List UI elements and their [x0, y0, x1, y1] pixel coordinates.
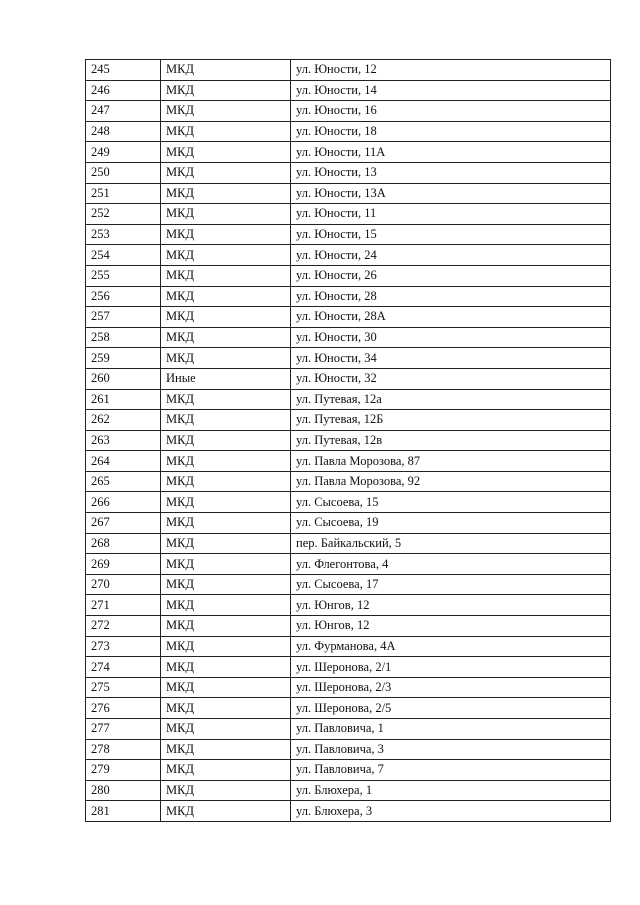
table-row: [86, 224, 611, 245]
table-row: [86, 162, 611, 183]
address-cell: ул. Юности, 15: [291, 224, 611, 245]
object-type-cell: МКД: [161, 760, 291, 781]
address-cell: ул. Павловича, 1: [291, 719, 611, 740]
object-type-cell: МКД: [161, 245, 291, 266]
address-cell: ул. Павловича, 7: [291, 760, 611, 781]
row-number-cell: 280: [86, 780, 161, 801]
object-type-cell: МКД: [161, 121, 291, 142]
row-number-cell: 257: [86, 307, 161, 328]
row-number-cell: 255: [86, 265, 161, 286]
table-row: [86, 657, 611, 678]
row-number-cell: 271: [86, 595, 161, 616]
table-row: [86, 389, 611, 410]
address-cell: ул. Юности, 28А: [291, 307, 611, 328]
object-type-cell: МКД: [161, 224, 291, 245]
object-type-cell: МКД: [161, 492, 291, 513]
row-number-cell: 261: [86, 389, 161, 410]
address-cell: ул. Путевая, 12Б: [291, 410, 611, 431]
row-number-cell: 249: [86, 142, 161, 163]
row-number-cell: 272: [86, 616, 161, 637]
row-number-cell: 263: [86, 430, 161, 451]
table-row: [86, 101, 611, 122]
row-number-cell: 274: [86, 657, 161, 678]
object-type-cell: МКД: [161, 636, 291, 657]
table-row: [86, 780, 611, 801]
row-number-cell: 250: [86, 162, 161, 183]
table-row: [86, 616, 611, 637]
address-cell: ул. Юности, 18: [291, 121, 611, 142]
object-type-cell: МКД: [161, 389, 291, 410]
table-row: [86, 307, 611, 328]
address-cell: ул. Путевая, 12а: [291, 389, 611, 410]
table-row: [86, 801, 611, 822]
table-row: [86, 492, 611, 513]
object-type-cell: МКД: [161, 60, 291, 81]
row-number-cell: 270: [86, 574, 161, 595]
address-cell: ул. Юнгов, 12: [291, 616, 611, 637]
row-number-cell: 278: [86, 739, 161, 760]
table-row: [86, 513, 611, 534]
address-cell: ул. Путевая, 12в: [291, 430, 611, 451]
table-row: [86, 286, 611, 307]
table-row: [86, 677, 611, 698]
address-cell: ул. Блюхера, 1: [291, 780, 611, 801]
object-type-cell: МКД: [161, 574, 291, 595]
address-table: [85, 59, 611, 822]
address-cell: ул. Сысоева, 17: [291, 574, 611, 595]
address-cell: ул. Юности, 11А: [291, 142, 611, 163]
row-number-cell: 254: [86, 245, 161, 266]
object-type-cell: МКД: [161, 513, 291, 534]
address-cell: ул. Юности, 13А: [291, 183, 611, 204]
row-number-cell: 262: [86, 410, 161, 431]
object-type-cell: Иные: [161, 368, 291, 389]
object-type-cell: МКД: [161, 595, 291, 616]
object-type-cell: МКД: [161, 307, 291, 328]
row-number-cell: 253: [86, 224, 161, 245]
row-number-cell: 252: [86, 204, 161, 225]
table-row: [86, 410, 611, 431]
row-number-cell: 248: [86, 121, 161, 142]
object-type-cell: МКД: [161, 471, 291, 492]
table-row: [86, 595, 611, 616]
address-cell: ул. Юности, 14: [291, 80, 611, 101]
address-cell: ул. Павловича, 3: [291, 739, 611, 760]
row-number-cell: 247: [86, 101, 161, 122]
address-cell: ул. Юности, 28: [291, 286, 611, 307]
address-cell: ул. Юности, 34: [291, 348, 611, 369]
table-row: [86, 533, 611, 554]
row-number-cell: 267: [86, 513, 161, 534]
table-row: [86, 142, 611, 163]
address-cell: ул. Сысоева, 15: [291, 492, 611, 513]
table-row: [86, 471, 611, 492]
row-number-cell: 246: [86, 80, 161, 101]
table-row: [86, 760, 611, 781]
row-number-cell: 277: [86, 719, 161, 740]
table-row: [86, 348, 611, 369]
table-row: [86, 574, 611, 595]
address-cell: ул. Юности, 32: [291, 368, 611, 389]
object-type-cell: МКД: [161, 657, 291, 678]
row-number-cell: 269: [86, 554, 161, 575]
address-cell: ул. Павла Морозова, 92: [291, 471, 611, 492]
table-row: [86, 451, 611, 472]
object-type-cell: МКД: [161, 265, 291, 286]
table-row: [86, 60, 611, 81]
address-cell: ул. Фурманова, 4А: [291, 636, 611, 657]
object-type-cell: МКД: [161, 801, 291, 822]
object-type-cell: МКД: [161, 677, 291, 698]
row-number-cell: 266: [86, 492, 161, 513]
table-body: [86, 60, 611, 822]
address-cell: ул. Сысоева, 19: [291, 513, 611, 534]
row-number-cell: 264: [86, 451, 161, 472]
address-cell: ул. Шеронова, 2/5: [291, 698, 611, 719]
object-type-cell: МКД: [161, 430, 291, 451]
row-number-cell: 268: [86, 533, 161, 554]
address-cell: ул. Юности, 12: [291, 60, 611, 81]
object-type-cell: МКД: [161, 162, 291, 183]
table-row: [86, 204, 611, 225]
address-cell: ул. Юности, 16: [291, 101, 611, 122]
address-cell: ул. Юности, 24: [291, 245, 611, 266]
table-row: [86, 554, 611, 575]
address-cell: ул. Юности, 13: [291, 162, 611, 183]
row-number-cell: 265: [86, 471, 161, 492]
address-cell: пер. Байкальский, 5: [291, 533, 611, 554]
row-number-cell: 245: [86, 60, 161, 81]
table-row: [86, 80, 611, 101]
object-type-cell: МКД: [161, 286, 291, 307]
object-type-cell: МКД: [161, 183, 291, 204]
row-number-cell: 251: [86, 183, 161, 204]
table-row: [86, 430, 611, 451]
table-row: [86, 327, 611, 348]
row-number-cell: 260: [86, 368, 161, 389]
object-type-cell: МКД: [161, 101, 291, 122]
table-row: [86, 265, 611, 286]
table-row: [86, 121, 611, 142]
address-cell: ул. Юнгов, 12: [291, 595, 611, 616]
object-type-cell: МКД: [161, 204, 291, 225]
table-row: [86, 698, 611, 719]
row-number-cell: 276: [86, 698, 161, 719]
row-number-cell: 273: [86, 636, 161, 657]
object-type-cell: МКД: [161, 348, 291, 369]
row-number-cell: 259: [86, 348, 161, 369]
table-row: [86, 739, 611, 760]
table-row: [86, 719, 611, 740]
table-row: [86, 636, 611, 657]
object-type-cell: МКД: [161, 410, 291, 431]
object-type-cell: МКД: [161, 719, 291, 740]
object-type-cell: МКД: [161, 739, 291, 760]
row-number-cell: 281: [86, 801, 161, 822]
address-cell: ул. Флегонтова, 4: [291, 554, 611, 575]
address-cell: ул. Юности, 26: [291, 265, 611, 286]
object-type-cell: МКД: [161, 80, 291, 101]
row-number-cell: 275: [86, 677, 161, 698]
object-type-cell: МКД: [161, 533, 291, 554]
address-cell: ул. Блюхера, 3: [291, 801, 611, 822]
object-type-cell: МКД: [161, 780, 291, 801]
table-row: [86, 368, 611, 389]
table-row: [86, 183, 611, 204]
object-type-cell: МКД: [161, 698, 291, 719]
address-cell: ул. Шеронова, 2/1: [291, 657, 611, 678]
object-type-cell: МКД: [161, 451, 291, 472]
address-cell: ул. Юности, 11: [291, 204, 611, 225]
row-number-cell: 258: [86, 327, 161, 348]
object-type-cell: МКД: [161, 142, 291, 163]
object-type-cell: МКД: [161, 327, 291, 348]
address-cell: ул. Шеронова, 2/3: [291, 677, 611, 698]
row-number-cell: 279: [86, 760, 161, 781]
row-number-cell: 256: [86, 286, 161, 307]
object-type-cell: МКД: [161, 554, 291, 575]
object-type-cell: МКД: [161, 616, 291, 637]
address-cell: ул. Павла Морозова, 87: [291, 451, 611, 472]
address-cell: ул. Юности, 30: [291, 327, 611, 348]
table-row: [86, 245, 611, 266]
